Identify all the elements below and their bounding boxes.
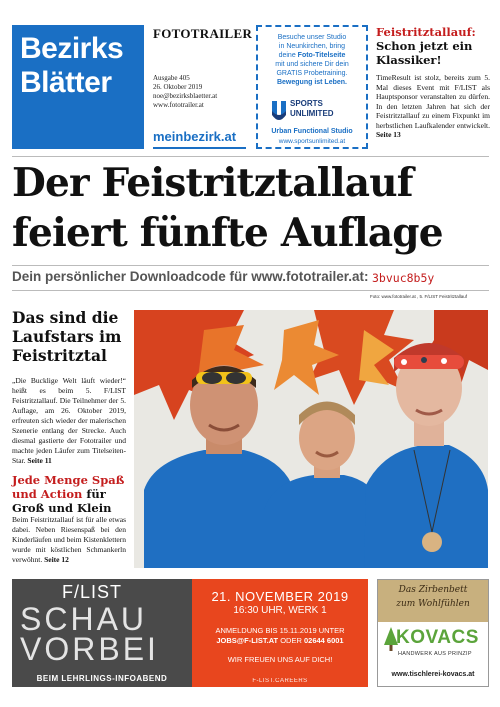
- sports-unlimited-logo: [268, 97, 356, 127]
- headline-line2: feiert fünfte Auflage: [12, 210, 443, 256]
- runners-photo-illustration: [134, 310, 488, 568]
- ad-line: in Neunkirchen, bring: [278, 43, 346, 50]
- flist-ad-visual: [12, 579, 192, 687]
- article2-headline: Jede Menge Spaß und Action für Groß und Klein: [12, 473, 125, 515]
- main-headline: [12, 158, 492, 258]
- headline-line1: Der Feistritztallauf: [12, 160, 413, 206]
- flist-email[interactable]: JOBS@F-LIST.AT: [216, 636, 279, 645]
- ad-line: Bewegung ist Leben.: [276, 79, 347, 86]
- divider: [12, 265, 489, 266]
- sports-unlimited-ad[interactable]: [256, 25, 368, 149]
- teaser-headline: [376, 25, 490, 67]
- sports-unlimited-mark-icon: [270, 99, 288, 123]
- issue-meta: [153, 74, 217, 110]
- flist-schau: SCHAU: [20, 601, 148, 637]
- logo-line2: Blätter: [20, 66, 112, 99]
- flist-ad[interactable]: [12, 579, 368, 687]
- teaser-page-ref[interactable]: Seite 13: [376, 130, 401, 139]
- issue-number: Ausgabe 405: [153, 74, 190, 82]
- teaser-kicker: Feistritztallauf:: [376, 25, 476, 39]
- kovacs-tagline: HANDWERK AUS PRINZIP: [398, 651, 472, 657]
- ad-line: GRATIS Probetraining.: [276, 70, 348, 77]
- article2-page-ref[interactable]: Seite 12: [44, 555, 69, 564]
- divider: [12, 290, 489, 291]
- flist-time: 16:30 UHR, WERK 1: [233, 605, 327, 616]
- kovacs-url[interactable]: www.tischlerei-kovacs.at: [391, 671, 475, 678]
- teaser-body: TimeResult ist stolz, bereits zum 5. Mal dieses Event mit F/LIST als Hauptsponsor veranstalten zu dürfen. In den letzten Jahren hat sich der Feistritztallauf zu einem Fixpunkt im herbstlichen Laufkalender entwickelt. Seite 13: [376, 73, 490, 139]
- cover-photo: [134, 310, 488, 568]
- ad-url[interactable]: www.sportsunlimited.at: [278, 138, 346, 145]
- ad-line: Besuche unser Studio: [277, 34, 347, 41]
- masthead-info: [153, 26, 253, 150]
- issue-date: 26. Oktober 2019: [153, 83, 203, 91]
- article1-body: „Die Bucklige Welt läuft wieder!“ heißt es beim 5. F/LIST Feistritztallauf. Die Teilnehmer der 5. Auflage, am 26. Oktober 2019, erfreuten sich wieder der malerischen Szenerie entlang der Strecke. Auch diesmal gastierte der Fototrailer und machte jeden Läufer zum Titelseiten-Star. Seite 11: [12, 376, 126, 465]
- flist-ad-info: [192, 579, 368, 687]
- flist-phone[interactable]: 02644 6001: [303, 636, 344, 645]
- article1-page-ref[interactable]: Seite 11: [27, 456, 52, 465]
- kovacs-slogan: Das Zirbenbett zum Wohlfühlen: [378, 580, 488, 622]
- flist-vorbei: VORBEI: [20, 631, 159, 667]
- flist-join: WIR FREUEN UNS AUF DICH!: [227, 655, 333, 664]
- sports-unlimited-wordmark: SPORTS UNLIMITED: [290, 99, 334, 118]
- flist-footer: BEIM LEHRLINGS-INFOABEND: [36, 674, 168, 683]
- teaser-feistritztallauf: [376, 25, 490, 140]
- divider: [12, 156, 489, 157]
- download-label: Dein persönlicher Downloadcode für www.fototrailer.at:: [12, 269, 369, 284]
- section-title: FOTOTRAILER: [153, 26, 253, 41]
- contact-email[interactable]: noe@bezirksblaetter.at: [153, 92, 218, 100]
- download-code[interactable]: 3bvuc8b5y: [372, 271, 435, 285]
- logo-line1: Bezirks: [20, 32, 124, 65]
- article2-body: Beim Feistritztallauf ist für alle etwas dabei. Neben Riesenspaß bei den Kinderläufen und beim Kistenklettern wurde mit köstlichen Schmankerln verwöhnt. Seite 12: [12, 515, 126, 564]
- photo-credit: Foto: www.fototrailer.at , 5. F/LIST Feistritztallauf: [370, 294, 467, 299]
- bezirksblaetter-logo: [12, 25, 144, 149]
- ad-subtitle: Urban Functional Studio: [271, 128, 353, 135]
- flist-logo: F/LIST: [62, 582, 123, 602]
- teaser-title: Schon jetzt ein Klassiker!: [376, 39, 473, 67]
- kovacs-logo: [384, 625, 482, 661]
- portal-underline: [153, 147, 246, 149]
- ad-line: deine Foto-Titelseite: [278, 52, 346, 59]
- contact-website[interactable]: www.fototrailer.at: [153, 101, 204, 109]
- article1-headline: Das sind die Laufstars im Feistritztal: [12, 308, 122, 365]
- flist-registration: ANMELDUNG BIS 15.11.2019 UNTER JOBS@F-LIST.AT ODER 02644 6001: [215, 626, 345, 645]
- ad-text: [258, 33, 366, 87]
- kovacs-ad[interactable]: [377, 579, 489, 687]
- ad-line: mit und sichere Dir dein: [275, 61, 349, 68]
- kovacs-wordmark: KOVACS: [396, 627, 479, 648]
- flist-date: 21. NOVEMBER 2019: [211, 589, 349, 604]
- portal-link[interactable]: meinbezirk.at: [153, 129, 237, 144]
- flist-site[interactable]: F-LIST.CAREERS: [252, 678, 308, 684]
